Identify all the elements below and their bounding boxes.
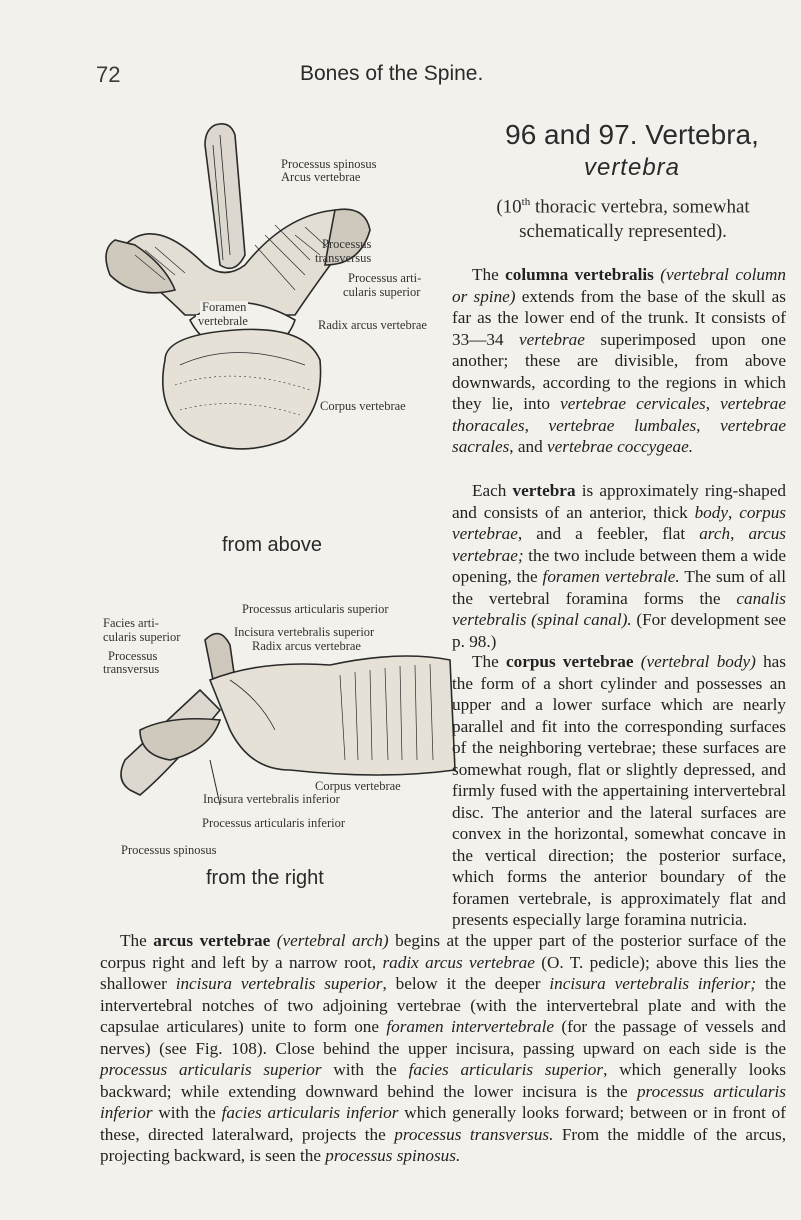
- label-arcus-vertebrae: Arcus vertebrae: [281, 170, 361, 184]
- paragraph-corpus-vertebrae: The corpus vertebrae (vertebral body) has the form of a short cylinder and possesses an upper and a lower surface which are nearly parallel and fit into the corresponding surfaces of the neighboring vertebrae; these surfaces are somewhat rough, flat or slightly depressed, and firmly fused with the appertaining intervertebral disc. The anterior and the lateral surfaces are convex in the horizontal, somewhat concave in the vertical direction; the posterior surface, which forms the anterior boundary of the foramen vertebrale, is approximately flat and presents especially large foramina nutricia.: [452, 652, 786, 929]
- label-side-corpus: Corpus vertebrae: [315, 779, 401, 793]
- label-side-proc-trans-1: Processus: [108, 649, 158, 663]
- label-side-proc-art-sup: Processus articularis superior: [242, 602, 389, 616]
- label-proc-art-sup-2: cularis superior: [343, 285, 421, 299]
- paragraph-arcus-vertebrae: The arcus vertebrae (vertebral arch) begins at the upper part of the posterior surface of the corpus right and left by a narrow root, radix arcus vertebrae (O. T. pedicle); above this lies the shallower incisura vertebralis superior, below it the deeper incisura vertebralis inferior; the intervertebral notches of two adjoining vertebrae (with the intervertebral plate and with the capsulae articulares) unite to form one foramen intervertebrale (for the passage of vessels and nerves) (see Fig. 108). Close behind the upper incisura, passing upward on each side is the processus articularis superior with the facies articularis superior, which generally looks backward; while extending downward behind the lower incisura is the processus articularis inferior with the facies articularis inferior which generally looks forward; between or in front of these, directed lateralward, projects the processus transversus. From the middle of the arcus, projecting backward, is seen the processus spinosus.: [100, 931, 786, 1165]
- label-processus-transversus-2: transversus: [315, 251, 372, 265]
- running-head: Bones of the Spine.: [300, 62, 484, 85]
- label-corpus-vertebrae: Corpus vertebrae: [320, 399, 406, 413]
- label-side-facies-1: Facies arti-: [103, 616, 159, 630]
- label-side-proc-art-inf: Processus articularis inferior: [202, 816, 346, 830]
- label-side-proc-spinosus: Processus spinosus: [121, 843, 217, 857]
- caption-from-above: from above: [222, 534, 323, 556]
- figure-subtitle: vertebra: [583, 154, 681, 181]
- label-foramen-2: vertebrale: [198, 314, 248, 328]
- label-side-incisura-inf: Incisura vertebralis inferior: [203, 792, 340, 806]
- label-side-radix: Radix arcus vertebrae: [252, 639, 361, 653]
- label-processus-transversus-1: Processus: [322, 237, 372, 251]
- label-side-proc-trans-2: transversus: [103, 662, 160, 676]
- label-side-incisura-sup: Incisura vertebralis superior: [234, 625, 375, 639]
- caption-from-the-right: from the right: [206, 867, 324, 889]
- page-number: 72: [96, 62, 121, 87]
- paragraph-columna-vertebralis: The columna vertebralis (vertebral column or spine) extends from the base of the skull as far as the lower end of the trunk. It consists of 33—34 vertebrae superimposed upon one another; these are divisible, from above downwards, according to the regions in which they lie, into vertebrae cervicales, vertebrae thoracales, vertebrae lumbales, vertebrae sacrales, and vertebrae coccygeae.: [452, 265, 786, 456]
- label-processus-spinosus: Processus spinosus: [281, 157, 377, 171]
- label-side-facies-2: cularis superior: [103, 630, 181, 644]
- label-radix-arcus: Radix arcus vertebrae: [318, 318, 427, 332]
- figure-title: 96 and 97. Vertebra,: [505, 119, 759, 150]
- figure-caption: (10th thoracic vertebra, somewhat schematically represented).: [496, 196, 750, 243]
- label-proc-art-sup-1: Processus arti-: [348, 271, 422, 285]
- label-foramen-1: Foramen: [202, 300, 247, 314]
- paragraph-vertebra: Each vertebra is approximately ring-shaped and consists of an anterior, thick body, corpus vertebrae, and a feebler, flat arch, arcus vertebrae; the two include between them a wide opening, the foramen vertebrale. The sum of all the vertebral foramina forms the canalis vertebralis (spinal canal). (For development see p. 98.): [452, 481, 787, 651]
